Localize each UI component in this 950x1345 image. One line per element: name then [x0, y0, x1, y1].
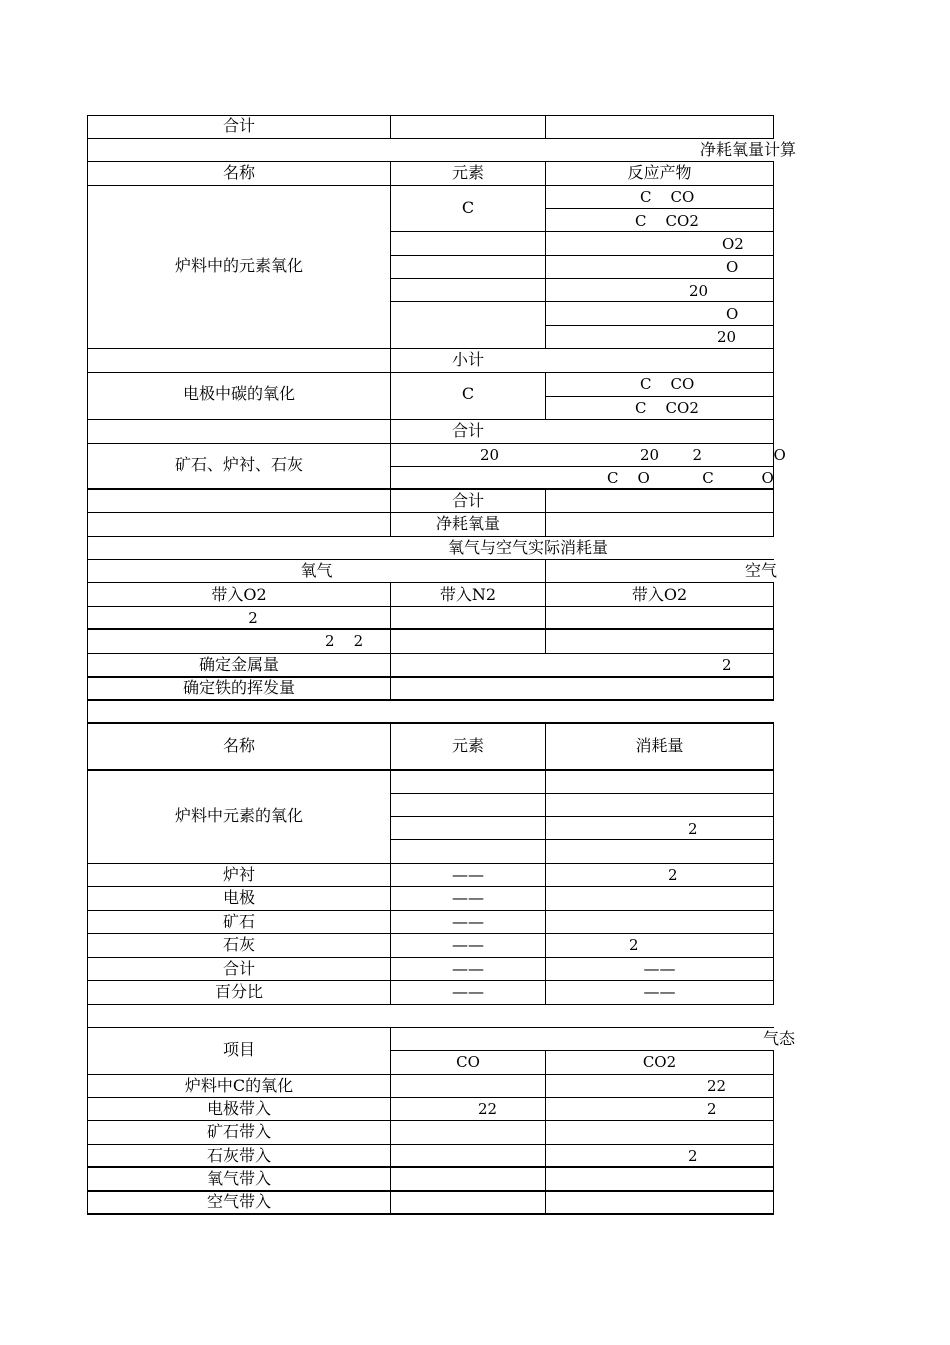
s5-row-co2: 22	[707, 1077, 727, 1095]
s5-row-label: 氧气带入	[206, 1169, 271, 1188]
metal-amount-label: 确定金属量	[198, 655, 279, 674]
oxygen-row2-value: 2 2	[325, 632, 364, 650]
header-name: 名称	[222, 163, 255, 182]
air-in-o2-header: 带入O2	[631, 585, 688, 604]
subtotal-label: 小计	[451, 350, 484, 369]
s5-row-label: 电极带入	[206, 1099, 271, 1118]
s4-header-element: 元素	[451, 736, 484, 755]
s5-row-co: 22	[478, 1100, 498, 1118]
fe-volatile-label: 确定铁的挥发量	[182, 678, 295, 697]
co2-header: CO2	[642, 1053, 677, 1071]
s4-row-label: 合计	[222, 959, 255, 978]
s4-row-element: ——	[452, 959, 484, 978]
s4-row-label: 炉衬	[222, 865, 255, 884]
s4-row-label: 百分比	[214, 982, 263, 1001]
charge-element-c: C	[461, 198, 475, 217]
ore-r1-element: 20	[480, 446, 500, 464]
s4-row-label: 电极	[222, 888, 255, 907]
product-r7: 20	[717, 328, 737, 346]
s4-row-element: ——	[452, 912, 484, 931]
charge-c-co: C CO	[640, 188, 695, 206]
s4-row-value: 2	[629, 936, 639, 954]
s5-row-label: 石灰带入	[206, 1146, 271, 1165]
total-label-3: 合计	[451, 491, 484, 510]
gas-state-header: 气态	[762, 1029, 795, 1048]
oxygen-air-title: 氧气与空气实际消耗量	[447, 538, 608, 557]
s4-row-element: ——	[452, 982, 484, 1001]
charge-c-co2: C CO2	[635, 212, 699, 230]
header-product: 反应产物	[627, 163, 692, 182]
in-n2-header: 带入N2	[439, 585, 497, 604]
ore-r1-product: 20 2 O	[640, 446, 786, 464]
s4-row-element: ——	[452, 888, 484, 907]
header-element: 元素	[451, 163, 484, 182]
electrode-c-co2: C CO2	[635, 399, 699, 417]
co-header: CO	[456, 1053, 480, 1071]
total-label: 合计	[222, 116, 255, 135]
s4-row-value: ——	[643, 982, 676, 1001]
metal-amount-value: 2	[722, 656, 732, 674]
electrode-element-c: C	[461, 384, 475, 403]
s5-row-co2: 2	[707, 1100, 717, 1118]
oxygen-header: 氧气	[300, 561, 333, 580]
ore-lining-lime-label: 矿石、炉衬、石灰	[174, 455, 303, 474]
electrode-c-co: C CO	[640, 375, 695, 393]
product-r6: O	[726, 305, 739, 323]
s5-row-label: 矿石带入	[206, 1122, 271, 1141]
s4-row-element: ——	[452, 935, 484, 954]
ore-r2-product: C O C O	[607, 469, 774, 487]
electrode-oxidation-label: 电极中碳的氧化	[182, 384, 295, 403]
air-header: 空气	[744, 561, 777, 580]
s4-charge-oxidation-label: 炉料中元素的氧化	[174, 806, 303, 825]
net-oxygen-title: 净耗氧量计算	[699, 140, 796, 159]
charge-oxidation-label: 炉料中的元素氧化	[174, 256, 303, 275]
s4-row-label: 石灰	[222, 935, 255, 954]
product-r4: O	[726, 258, 739, 276]
s4-header-name: 名称	[222, 736, 255, 755]
total-label-2: 合计	[451, 421, 484, 440]
product-r3: O2	[722, 235, 744, 253]
net-oxygen-label: 净耗氧量	[435, 514, 500, 533]
s4-row-value: ——	[643, 959, 676, 978]
product-r5: 20	[689, 282, 709, 300]
s5-row-co2: 2	[688, 1147, 698, 1165]
s4-charge-r3-value: 2	[688, 820, 698, 838]
s4-row-element: ——	[452, 865, 484, 884]
s4-row-label: 矿石	[222, 912, 255, 931]
oxygen-row1-value: 2	[248, 609, 258, 627]
item-header: 项目	[222, 1040, 255, 1059]
s4-header-consumption: 消耗量	[635, 736, 684, 755]
s5-row-label: 空气带入	[206, 1192, 271, 1211]
s4-row-value: 2	[668, 866, 678, 884]
in-o2-header: 带入O2	[211, 585, 267, 604]
s5-row-label: 炉料中C的氧化	[184, 1076, 294, 1095]
